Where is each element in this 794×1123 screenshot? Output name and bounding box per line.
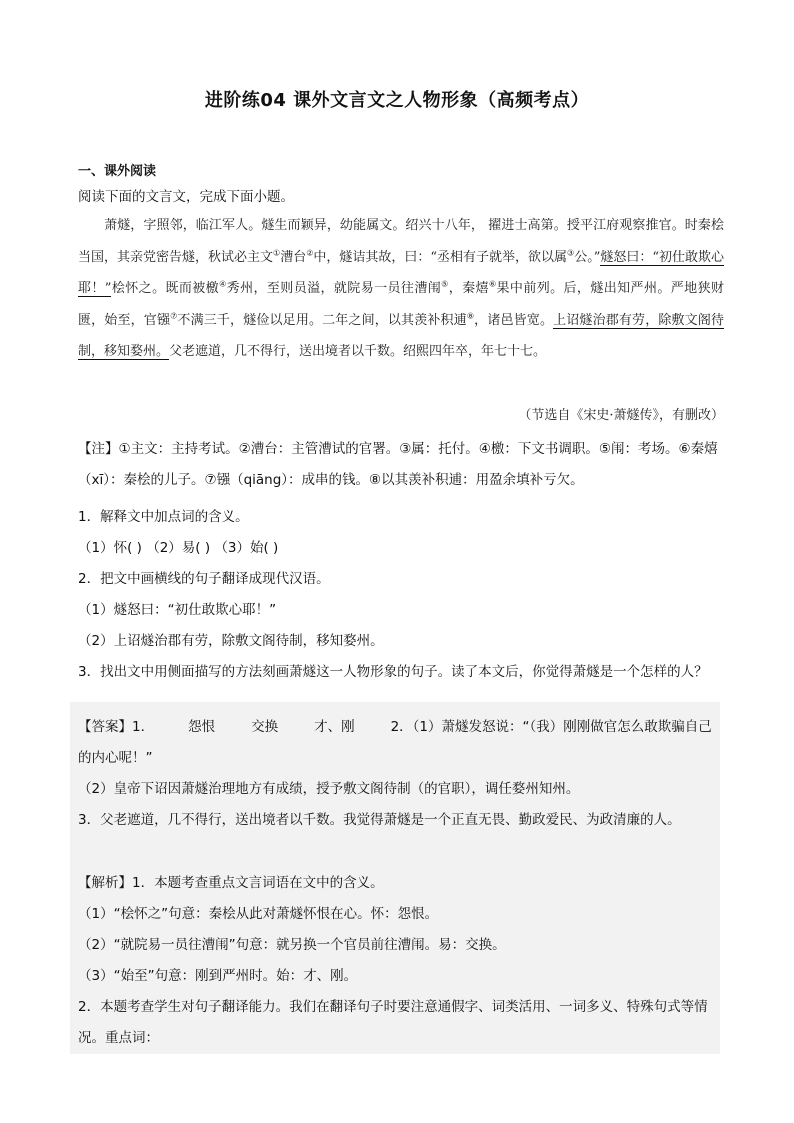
underlined-sentence-2: 上诏燧治郡有劳，除敷文阁待制，移知婺州。 — [78, 312, 724, 359]
question-2-2: （2）上诏燧治郡有劳，除敷文阁待制，移知婺州。 — [78, 633, 384, 649]
page-title: 进阶练04 课外文言文之人物形象（高频考点） — [204, 90, 590, 111]
section-heading: 一、课外阅读 — [78, 164, 157, 179]
question-1: 1．解释文中加点词的含义。 — [78, 509, 249, 525]
analysis-line-3: （2）“就院易一员往漕闱”句意：就另换一个官员前往漕闱。易：交换。 — [78, 937, 506, 953]
passage-source: （节选自《宋史·萧燧传》，有删改） — [518, 408, 724, 423]
answer-section: 【答案】1． 怨恨 交换 才、刚 2．（1）萧燧发怒说：“（我）刚刚做官怎么敢欺骗自己的内心呢！” — [78, 719, 712, 766]
question-3: 3．找出文中用侧面描写的方法刻画萧燧这一人物形象的句子。读了本文后，你觉得萧燧是一个怎样的人？ — [78, 664, 708, 680]
classical-passage: 萧燧，字照邻，临江军人。燧生而颖异，幼能属文。绍兴十八年， 擢进士高第。授平江府观察推官。时秦桧当国，其亲党密告燧，秋试必主文①漕台②中，燧诘其故，曰：“丞相有子就举，欲以属③公。”燧怒曰：“初仕敢欺心耶！”桧怀之。既而被檄④秀州，至则员溢，就院易一员往漕闱⑤，秦熺⑥果中前列。后，燧出知严州。严地狭财匮，始至，官镪⑦不满三千，燧俭以足用。二年之间，以其羡补积逋⑧，诸邑皆宽。上诏燧治郡有劳，除敷文阁待制，移知婺州。父老遮道，几不得行，送出境者以千数。绍熙四年卒，年七十七。 — [78, 218, 725, 359]
question-2: 2．把文中画横线的句子翻译成现代汉语。 — [78, 571, 330, 587]
analysis-line-2: （1）“桧怀之”句意：秦桧从此对萧燧怀恨在心。怀：怨恨。 — [78, 906, 439, 922]
underlined-sentence-1: 燧怒曰：“初仕敢欺心耶！” — [78, 249, 725, 296]
answer-word-1: 怨恨 — [188, 719, 216, 735]
answer-word-3: 才、刚 — [314, 719, 355, 735]
analysis-section: 【解析】1．本题考查重点文言词语在文中的含义。 — [78, 875, 384, 891]
annotations: 【注】①主文：主持考试。②漕台：主管漕试的官署。③属：托付。④檄：下文书调职。⑤闱：考场。⑥秦熺（xī）：秦桧的儿子。⑦镪（qiāng）：成串的钱。⑧以其羡补积逋：用盈余填补亏欠。 — [78, 441, 718, 488]
answer-2-2: （2）皇帝下诏因萧燧治理地方有成绩，授予敷文阁待制（的官职），调任婺州知州。 — [78, 781, 580, 797]
answer-word-2: 交换 — [251, 719, 279, 735]
question-1-items: （1）怀( ) （2）易( ) （3）始( ) — [78, 540, 279, 556]
instruction: 阅读下面的文言文，完成下面小题。 — [78, 189, 294, 205]
analysis-line-5: 2．本题考查学生对句子翻译能力。我们在翻译句子时要注意通假字、词类活用、一词多义、特殊句式等情况。重点词： — [78, 999, 708, 1046]
question-2-1: （1）燧怒曰：“初仕敢欺心耶！” — [78, 602, 277, 618]
analysis-line-4: （3）“始至”句意：刚到严州时。始：才、刚。 — [78, 968, 358, 984]
answer-3: 3．父老遮道，几不得行，送出境者以千数。我觉得萧燧是一个正直无畏、勤政爱民、为政清廉的人。 — [78, 812, 681, 828]
